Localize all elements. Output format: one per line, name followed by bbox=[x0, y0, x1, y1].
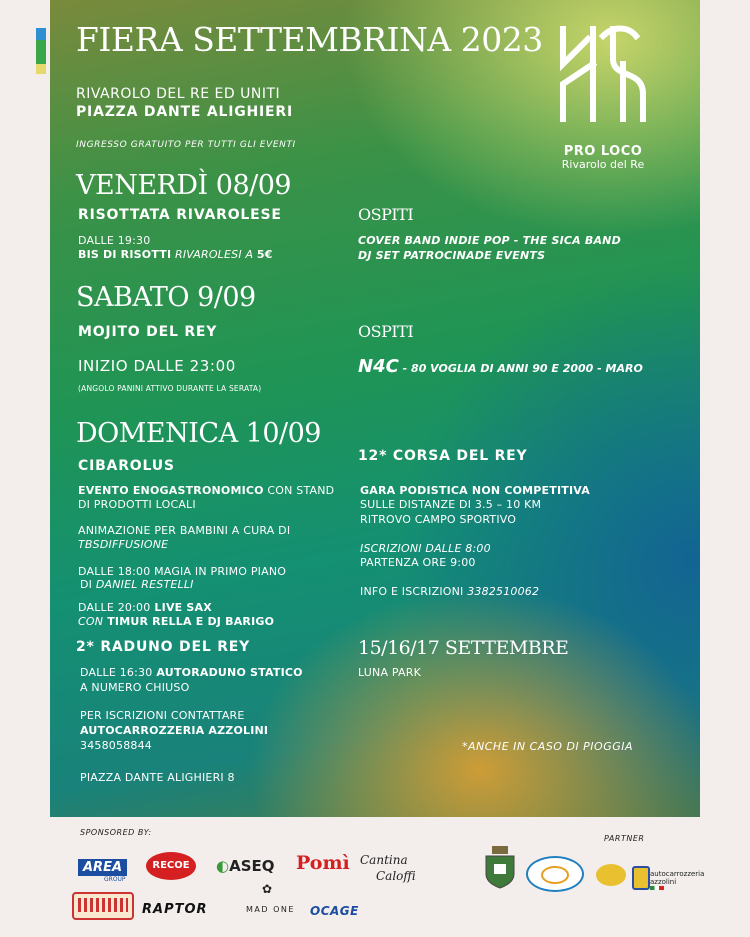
lunapark-dates: 15/16/17 SETTEMBRE bbox=[358, 637, 569, 659]
poster bbox=[50, 0, 700, 817]
cibarolus-line-5: DALLE 18:00 MAGIA IN PRIMO PIANO bbox=[78, 565, 287, 578]
corsa-line-1: GARA PODISTICA NON COMPETITIVA bbox=[360, 484, 590, 497]
cibarolus-line-1 bbox=[78, 484, 334, 497]
corsa-phone: 3382510062 bbox=[463, 585, 540, 598]
location: RIVAROLO DEL RE ED UNITI bbox=[76, 86, 281, 102]
friday-guest-2: DJ SET PATROCINADE EVENTS bbox=[358, 249, 546, 262]
badge-pattern-icon bbox=[78, 898, 128, 912]
italy-flag-icon bbox=[650, 886, 664, 890]
partner-azzolini-line2: azzolini bbox=[650, 878, 677, 886]
color-strip-yellow bbox=[36, 64, 46, 74]
sponsor-recoe-name: RECOE bbox=[152, 860, 190, 871]
corsa-line-2: SULLE DISTANZE DI 3.5 – 10 KM bbox=[360, 498, 542, 511]
raduno-line-2: A NUMERO CHIUSO bbox=[80, 681, 190, 694]
raduno-phone: 3458058844 bbox=[80, 739, 152, 752]
saturday-day: SABATO 9/09 bbox=[76, 282, 256, 313]
sponsor-area-sub: GROUP bbox=[104, 876, 126, 883]
logo-line1: PRO LOCO bbox=[563, 144, 643, 159]
partner-azzolini-line1: autocarrozzeria bbox=[650, 870, 705, 878]
cibarolus-line-6 bbox=[80, 578, 194, 591]
saturday-guests-label: OSPITI bbox=[358, 322, 414, 341]
color-strip-green bbox=[36, 40, 46, 64]
sponsored-by-label: SPONSORED BY: bbox=[80, 828, 152, 837]
sponsor-pomi: Pomì bbox=[296, 852, 350, 874]
sunday-day: DOMENICA 10/09 bbox=[76, 418, 321, 449]
partner-circle-logo bbox=[526, 856, 584, 892]
partner-coat-of-arms bbox=[482, 846, 518, 890]
crown-logo-icon bbox=[558, 24, 648, 124]
sponsor-aseq-name: ASEQ bbox=[229, 857, 275, 875]
raduno-line-1a: DALLE 16:30 bbox=[80, 666, 153, 679]
friday-guests-label: OSPITI bbox=[358, 205, 414, 224]
coat-of-arms-icon bbox=[482, 846, 518, 890]
cibarolus-line-3: ANIMAZIONE PER BAMBINI A CURA DI bbox=[78, 524, 291, 537]
friday-event: RISOTTATA RIVAROLESE bbox=[78, 207, 282, 223]
sponsor-ocage: OCAGE bbox=[310, 904, 359, 918]
friday-detail-italic: RIVAROLESI A bbox=[174, 248, 254, 261]
cibarolus-line-6b: DANIEL RESTELLI bbox=[92, 578, 194, 591]
corsa-line-4: ISCRIZIONI DALLE 8:00 bbox=[360, 542, 491, 555]
raduno-address: PIAZZA DANTE ALIGHIERI 8 bbox=[80, 771, 235, 784]
cibarolus-line-4: TBSDIFFUSIONE bbox=[78, 538, 169, 551]
corsa-line-5: PARTENZA ORE 9:00 bbox=[360, 556, 476, 569]
friday-detail bbox=[78, 248, 273, 261]
mad-one-mark-icon: ✿ bbox=[262, 882, 273, 896]
sponsor-aseq bbox=[216, 857, 275, 875]
sponsor-cantina bbox=[360, 852, 416, 884]
friday-time: DALLE 19:30 bbox=[78, 234, 151, 247]
raduno-line-4: AUTOCARROZZERIA AZZOLINI bbox=[80, 724, 269, 737]
sponsor-cantina-line2: Caloffi bbox=[376, 869, 416, 883]
saturday-note: (ANGOLO PANINI ATTIVO DURANTE LA SERATA) bbox=[78, 384, 262, 393]
cibarolus-line-8a: CON bbox=[78, 615, 104, 628]
partner-azzolini bbox=[650, 870, 704, 890]
logo-line2: Rivarolo del Re bbox=[561, 158, 645, 171]
partner-azzolini-mark-icon bbox=[632, 866, 650, 890]
sponsor-madone: MAD ONE bbox=[246, 905, 295, 914]
aseq-leaf-icon: ◐ bbox=[216, 857, 230, 875]
cibarolus-line-7b: LIVE SAX bbox=[150, 601, 212, 614]
saturday-guests bbox=[358, 356, 643, 377]
sunday-event: CIBAROLUS bbox=[78, 458, 175, 474]
rain-note: *ANCHE IN CASO DI PIOGGIA bbox=[462, 740, 634, 753]
sponsor-raptor: RAPTOR bbox=[142, 902, 208, 917]
sponsor-red-badge bbox=[72, 892, 134, 920]
cibarolus-line-8b: TIMUR RELLA E DJ BARIGO bbox=[103, 615, 275, 628]
raduno-title: 2* RADUNO DEL REY bbox=[76, 639, 251, 655]
raduno-line-1 bbox=[80, 666, 303, 679]
friday-day: VENERDÌ 08/09 bbox=[76, 170, 292, 201]
raduno-line-3: PER ISCRIZIONI CONTATTARE bbox=[80, 709, 245, 722]
sponsor-cantina-line1: Cantina bbox=[360, 853, 408, 867]
partner-circle-icon bbox=[541, 866, 569, 884]
friday-detail-bold: BIS DI RISOTTI bbox=[78, 248, 172, 261]
friday-guest-1: COVER BAND INDIE POP - THE SICA BAND bbox=[358, 234, 621, 247]
raduno-line-1b: AUTORADUNO STATICO bbox=[152, 666, 303, 679]
corsa-title: 12* CORSA DEL REY bbox=[358, 448, 528, 464]
pro-loco-logo bbox=[558, 24, 648, 124]
corsa-info-label: INFO E ISCRIZIONI bbox=[360, 585, 464, 598]
cibarolus-line-8 bbox=[78, 615, 274, 628]
friday-price: 5€ bbox=[256, 248, 273, 261]
cibarolus-line-1a: EVENTO ENOGASTRONOMICO bbox=[78, 484, 264, 497]
saturday-guest-main: N4C bbox=[358, 356, 399, 377]
saturday-event: MOJITO DEL REY bbox=[78, 324, 218, 340]
corsa-line-3: RITROVO CAMPO SPORTIVO bbox=[360, 513, 517, 526]
color-strip-blue bbox=[36, 28, 46, 40]
lunapark-label: LUNA PARK bbox=[358, 666, 421, 679]
cibarolus-line-7 bbox=[78, 601, 212, 614]
saturday-guest-rest: - 80 VOGLIA DI ANNI 90 E 2000 - MARO bbox=[398, 362, 643, 375]
saturday-start: INIZIO DALLE 23:00 bbox=[78, 357, 236, 375]
sponsor-area-name: AREA bbox=[78, 859, 127, 876]
cibarolus-line-2: DI PRODOTTI LOCALI bbox=[78, 498, 196, 511]
cibarolus-line-7a: DALLE 20:00 bbox=[78, 601, 151, 614]
event-title: FIERA SETTEMBRINA 2023 bbox=[76, 20, 543, 59]
free-entry-note: INGRESSO GRATUITO PER TUTTI GLI EVENTI bbox=[76, 140, 296, 150]
cibarolus-line-1b: CON STAND bbox=[263, 484, 335, 497]
partner-yellow-logo-icon bbox=[596, 864, 626, 886]
sponsor-recoe bbox=[146, 852, 196, 880]
partner-label: PARTNER bbox=[604, 834, 645, 843]
sponsor-area bbox=[78, 856, 127, 883]
cibarolus-line-6a: DI bbox=[80, 578, 93, 591]
square: PIAZZA DANTE ALIGHIERI bbox=[76, 104, 294, 120]
corsa-line-6 bbox=[360, 585, 539, 598]
